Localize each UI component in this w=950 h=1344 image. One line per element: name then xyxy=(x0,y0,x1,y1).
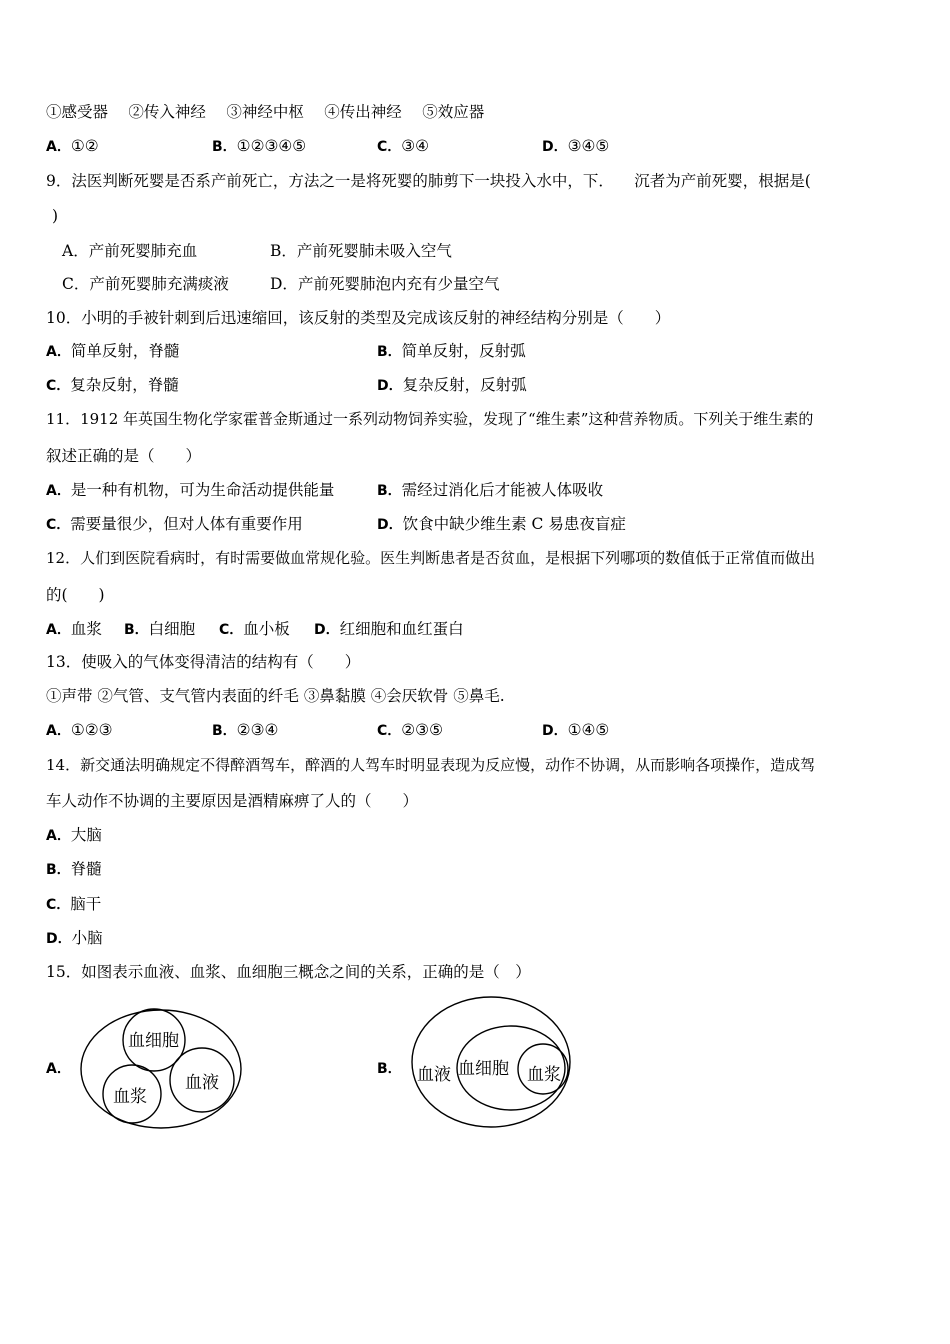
q11-option-a-text: 是一种有机物，可为生命活动提供能量 xyxy=(70,481,335,499)
q14-option-d-label[interactable]: D． xyxy=(46,931,72,947)
q9-option-b-text: 产前死婴肺未吸入空气 xyxy=(296,242,452,260)
q15-diagram-a[interactable] xyxy=(81,1009,241,1128)
diagram-a-blood-label: 血液 xyxy=(185,1073,219,1093)
q14-option-c-label[interactable]: C． xyxy=(46,897,71,913)
q10-option-b-text: 简单反射，反射弧 xyxy=(401,342,526,360)
q10-option-a-text: 简单反射，脊髓 xyxy=(70,342,180,360)
q12-option-a-label[interactable]: A． xyxy=(46,622,71,638)
q13-option-b-text: ②③④ xyxy=(236,721,279,739)
q11-stem-line1: 11．1912 年英国生物化学家霍普金斯通过一系列动物饲养实验，发现了“维生素”这种营养物质。下列关于维生素的 xyxy=(46,410,814,428)
q12-stem-line1: 12．人们到医院看病时，有时需要做血常规化验。医生判断患者是否贫血，是根据下列哪项的数值低于正常值而做出 xyxy=(46,549,816,567)
q12-option-c-text: 血小板 xyxy=(243,620,290,638)
q13-stem: 13．使吸入的气体变得清洁的结构有（ ） xyxy=(46,653,361,671)
q11-option-b-text: 需经过消化后才能被人体吸收 xyxy=(401,481,604,499)
q11-option-d-text: 饮食中缺少维生素 C 易患夜盲症 xyxy=(402,515,626,533)
q8-option-a-label[interactable]: A． xyxy=(46,139,71,155)
q8-option-b-label[interactable]: B． xyxy=(212,139,237,155)
q13-items: ①声带 ②气管、支气管内表面的纤毛 ③鼻黏膜 ④会厌软骨 ⑤鼻毛. xyxy=(46,687,505,705)
q12-option-b-text: 白细胞 xyxy=(148,620,196,638)
q15-option-a-label[interactable]: A． xyxy=(46,1061,71,1077)
q9-option-d-label[interactable]: D． xyxy=(270,275,298,293)
q14-option-b-label[interactable]: B． xyxy=(46,862,71,878)
q9-option-a-label[interactable]: A． xyxy=(62,242,89,260)
q14-stem-line2: 车人动作不协调的主要原因是酒精麻痹了人的（ ） xyxy=(46,792,419,810)
q8-option-d-text: ③④⑤ xyxy=(567,137,610,155)
q10-option-a-label[interactable]: A． xyxy=(46,344,71,360)
q14-option-b-text: 脊髓 xyxy=(70,860,102,878)
q9-option-c-label[interactable]: C． xyxy=(62,275,90,293)
q10-stem: 10．小明的手被针刺到后迅速缩回，该反射的类型及完成该反射的神经结构分别是（ ） xyxy=(46,309,671,327)
q14-option-d-text: 小脑 xyxy=(71,929,103,947)
q8-items: ①感受器 ②传入神经 ③神经中枢 ④传出神经 ⑤效应器 xyxy=(46,103,485,121)
q8-option-b-text: ①②③④⑤ xyxy=(236,137,307,155)
q9-option-b-label[interactable]: B． xyxy=(270,242,297,260)
q9-stem-line2: ) xyxy=(52,207,59,225)
q14-stem-line1: 14．新交通法明确规定不得醉酒驾车，醉酒的人驾车时明显表现为反应慢，动作不协调，从而影响各项操作，造成驾 xyxy=(46,756,816,774)
q12-option-d-label[interactable]: D． xyxy=(314,622,340,638)
q8-option-d-label[interactable]: D． xyxy=(542,139,568,155)
q10-option-c-label[interactable]: C． xyxy=(46,378,71,394)
q13-option-a-label[interactable]: A． xyxy=(46,723,71,739)
q15-stem: 15．如图表示血液、血浆、血细胞三概念之间的关系，正确的是（ ） xyxy=(46,963,531,981)
q8-option-c-text: ③④ xyxy=(401,137,430,155)
q8-option-c-label[interactable]: C． xyxy=(377,139,402,155)
q11-option-d-label[interactable]: D． xyxy=(377,517,403,533)
q14-option-c-text: 脑干 xyxy=(70,895,102,913)
q12-stem-line2: 的( ) xyxy=(46,586,105,604)
diagram-b-blood-label: 血液 xyxy=(417,1065,451,1085)
q13-option-c-text: ②③⑤ xyxy=(401,721,443,739)
q9-stem-line1: 9．法医判断死婴是否系产前死亡，方法之一是将死婴的肺剪下一块投入水中，下． 沉者为产前死婴，根据是( xyxy=(46,172,811,190)
q12-option-d-text: 红细胞和血红蛋白 xyxy=(339,620,464,638)
q11-option-a-label[interactable]: A． xyxy=(46,483,71,499)
q13-option-d-text: ①④⑤ xyxy=(567,721,610,739)
diagram-b-cells-label: 血细胞 xyxy=(458,1059,509,1079)
q10-option-b-label[interactable]: B． xyxy=(377,344,402,360)
q10-option-c-text: 复杂反射，脊髓 xyxy=(70,376,179,394)
q11-option-c-label[interactable]: C． xyxy=(46,517,71,533)
q10-option-d-text: 复杂反射，反射弧 xyxy=(402,376,527,394)
q13-option-b-label[interactable]: B． xyxy=(212,723,237,739)
q13-option-a-text: ①②③ xyxy=(70,721,113,739)
q12-option-b-label[interactable]: B． xyxy=(124,622,149,638)
diagram-b-plasma-label: 血浆 xyxy=(527,1065,561,1085)
q13-option-d-label[interactable]: D． xyxy=(542,723,568,739)
diagram-a-plasma-label: 血浆 xyxy=(113,1087,147,1107)
q11-option-b-label[interactable]: B． xyxy=(377,483,402,499)
q8-option-a-text: ①② xyxy=(70,137,99,155)
q13-option-c-label[interactable]: C． xyxy=(377,723,402,739)
diagram-a-outer-ellipse xyxy=(81,1010,241,1128)
q14-option-a-label[interactable]: A． xyxy=(46,828,71,844)
q9-option-c-text: 产前死婴肺充满痰液 xyxy=(89,275,229,293)
q10-option-d-label[interactable]: D． xyxy=(377,378,403,394)
q15-option-b-label[interactable]: B． xyxy=(377,1061,402,1077)
q9-option-d-text: 产前死婴肺泡内充有少量空气 xyxy=(297,275,500,293)
diagram-a-cells-label: 血细胞 xyxy=(128,1031,179,1051)
q11-option-c-text: 需要量很少，但对人体有重要作用 xyxy=(70,515,303,533)
q11-stem-line2: 叙述正确的是（ ） xyxy=(46,447,202,465)
q14-option-a-text: 大脑 xyxy=(70,826,102,844)
q12-option-a-text: 血浆 xyxy=(70,620,102,638)
q12-option-c-label[interactable]: C． xyxy=(219,622,244,638)
q9-option-a-text: 产前死婴肺充血 xyxy=(88,242,198,260)
